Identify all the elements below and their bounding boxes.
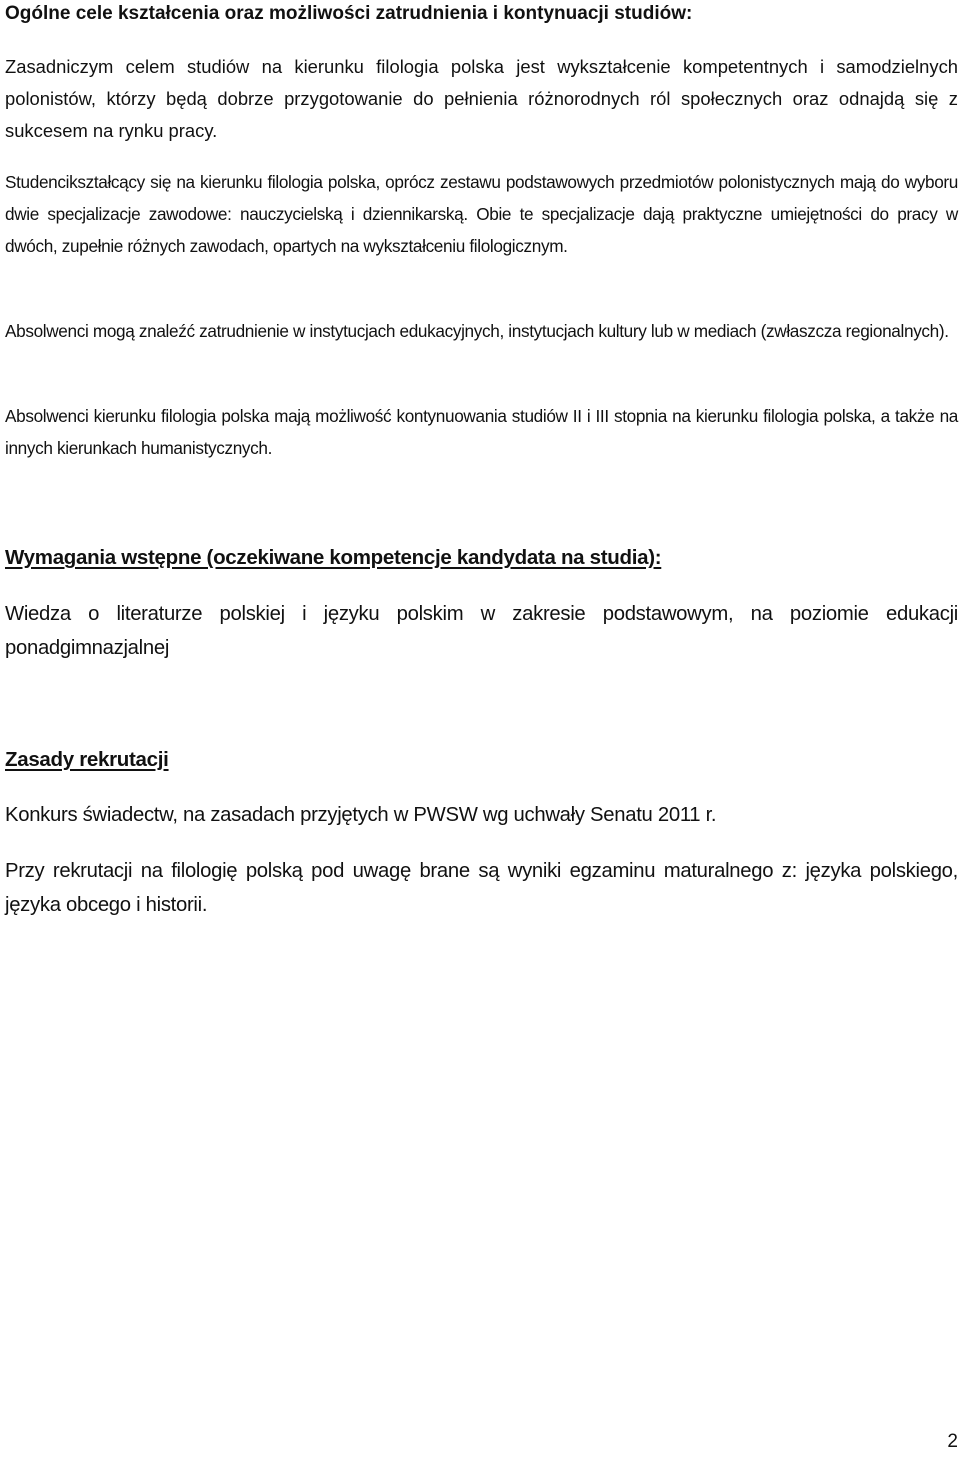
goals-paragraph-2: Studencikształcący się na kierunku filologia polska, oprócz zestawu podstawowych przedmiotów polonistycznych mają do wyboru dwie specjalizacje zawodowe: nauczycielską i dziennikarską. Obie te specjalizacje dają praktyczne umiejętności do pracy w dwóch, zupełnie różnych zawodach, opartych na wykształceniu filologicznym. xyxy=(5,172,958,256)
goals-paragraph-3: Absolwenci mogą znaleźć zatrudnienie w instytucjach edukacyjnych, instytucjach kultury lub w mediach (zwłaszcza regionalnych). xyxy=(5,321,949,341)
goals-heading: Ogólne cele kształcenia oraz możliwości zatrudnienia i kontynuacji studiów: xyxy=(5,3,693,24)
goals-paragraph-1: Zasadniczym celem studiów na kierunku filologia polska jest wykształcenie kompetentnych i samodzielnych polonistów, którzy będą dobrze przygotowanie do pełnienia różnorodnych ról społecznych oraz odnajdą się z sukcesem na rynku pracy. xyxy=(5,56,958,141)
recruitment-paragraph-2: Przy rekrutacji na filologię polską pod uwagę brane są wyniki egzaminu maturalnego z: języka polskiego, języka obcego i historii. xyxy=(5,860,958,916)
page-number: 2 xyxy=(947,1431,958,1452)
requirements-paragraph: Wiedza o literaturze polskiej i języku polskim w zakresie podstawowym, na poziomie edukacji ponadgimnazjalnej xyxy=(5,603,958,659)
requirements-heading: Wymagania wstępne (oczekiwane kompetencje kandydata na studia): xyxy=(5,546,662,569)
goals-paragraph-4: Absolwenci kierunku filologia polska mają możliwość kontynuowania studiów II i III stopnia na kierunku filologia polska, a także na innych kierunkach humanistycznych. xyxy=(5,406,958,458)
recruitment-paragraph-1: Konkurs świadectw, na zasadach przyjętych w PWSW wg uchwały Senatu 2011 r. xyxy=(5,804,717,826)
recruitment-heading: Zasady rekrutacji xyxy=(5,748,169,771)
